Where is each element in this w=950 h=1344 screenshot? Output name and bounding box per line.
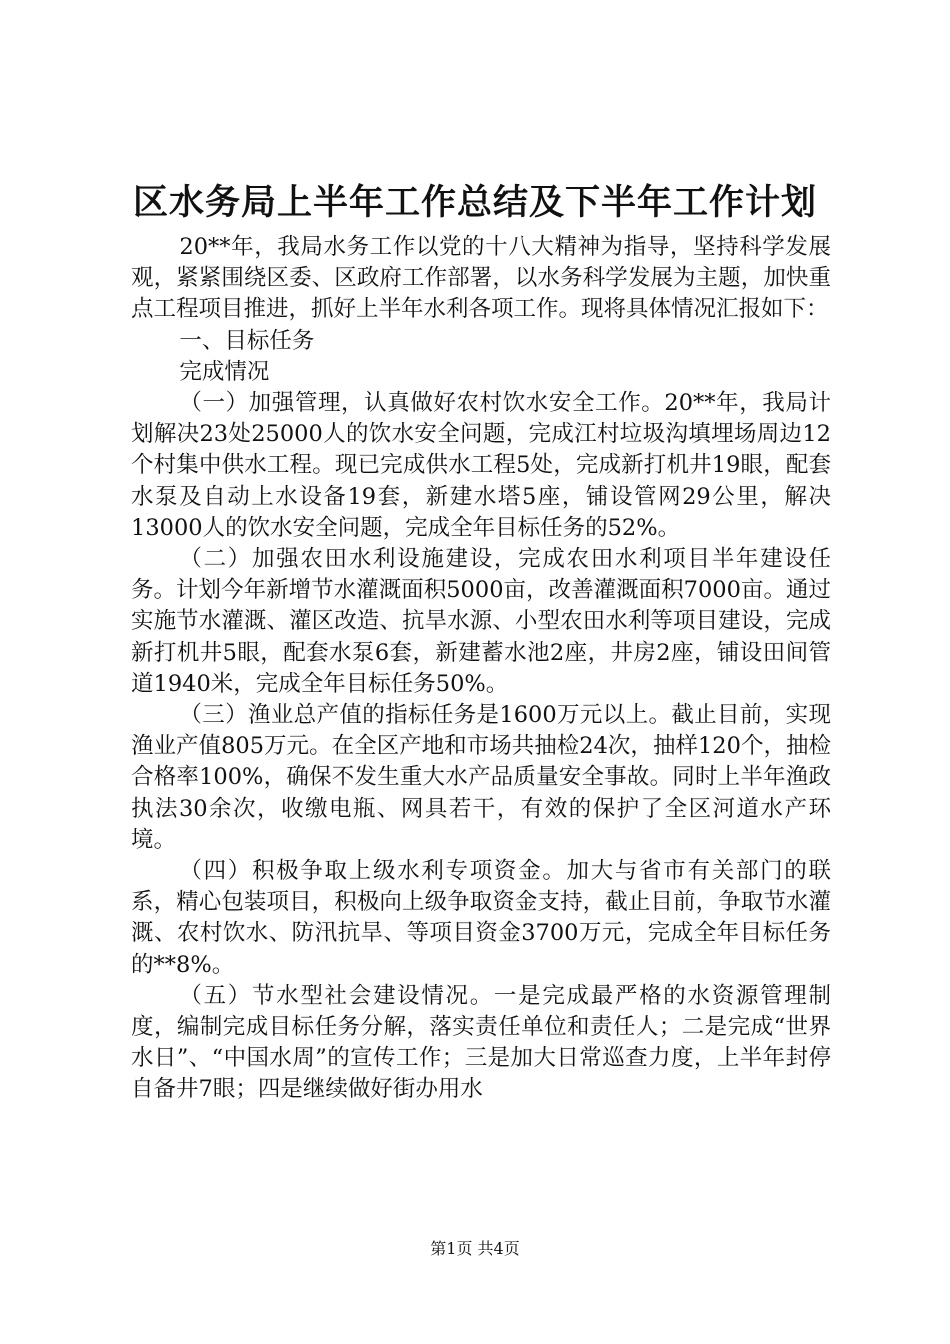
paragraph-item-2: （二）加强农田水利设施建设，完成农田水利项目半年建设任务。计划今年新增节水灌溉面积5000亩，改善灌溉面积7000亩。通过实施节水灌溉、灌区改造、抗旱水源、小型农田水利等项目建设，完成新打机井5眼，配套水泵6套，新建蓄水池2座，井房2座，铺设田间管道1940米，完成全年目标任务50%。 (131, 546, 831, 697)
paragraph-item-3: （三）渔业总产值的指标任务是1600万元以上。截止目前，实现渔业产值805万元。在全区产地和市场共抽检24次，抽样120个，抽检合格率100%，确保不发生重大水产品质量安全事故。同时上半年渔政执法30余次，收缴电瓶、网具若干，有效的保护了全区河道水产环境。 (131, 702, 831, 853)
section-heading-goals: 一、目标任务 (179, 327, 315, 354)
document-title: 区水务局上半年工作总结及下半年工作计划 (132, 182, 817, 223)
subheading-completion: 完成情况 (179, 358, 270, 385)
paragraph-item-1: （一）加强管理，认真做好农村饮水安全工作。20**年，我局计划解决23处25000人的饮水安全问题，完成江村垃圾沟填埋场周边12个村集中供水工程。现已完成供水工程5处，完成新打机井19眼，配套水泵及自动上水设备19套，新建水塔5座，铺设管网29公里，解决13000人的饮水安全问题，完成全年目标任务的52%。 (131, 390, 831, 541)
paragraph-item-5: （五）节水型社会建设情况。一是完成最严格的水资源管理制度，编制完成目标任务分解，落实责任单位和责任人；二是完成“世界水日”、“中国水周”的宣传工作；三是加大日常巡查力度，上半年封停自备井7眼；四是继续做好街办用水 (131, 982, 831, 1103)
paragraph-intro: 20**年，我局水务工作以党的十八大精神为指导，坚持科学发展观，紧紧围绕区委、区政府工作部署，以水务科学发展为主题，加快重点工程项目推进，抓好上半年水利各项工作。现将具体情况汇报如下： (131, 234, 831, 323)
paragraph-item-4: （四）积极争取上级水利专项资金。加大与省市有关部门的联系，精心包装项目，积极向上级争取资金支持，截止目前，争取节水灌溉、农村饮水、防汛抗旱、等项目资金3700万元，完成全年目标任务的**8%。 (131, 858, 831, 978)
document-body (131, 232, 831, 1106)
page-footer: 第1页 共4页 (430, 1239, 520, 1258)
